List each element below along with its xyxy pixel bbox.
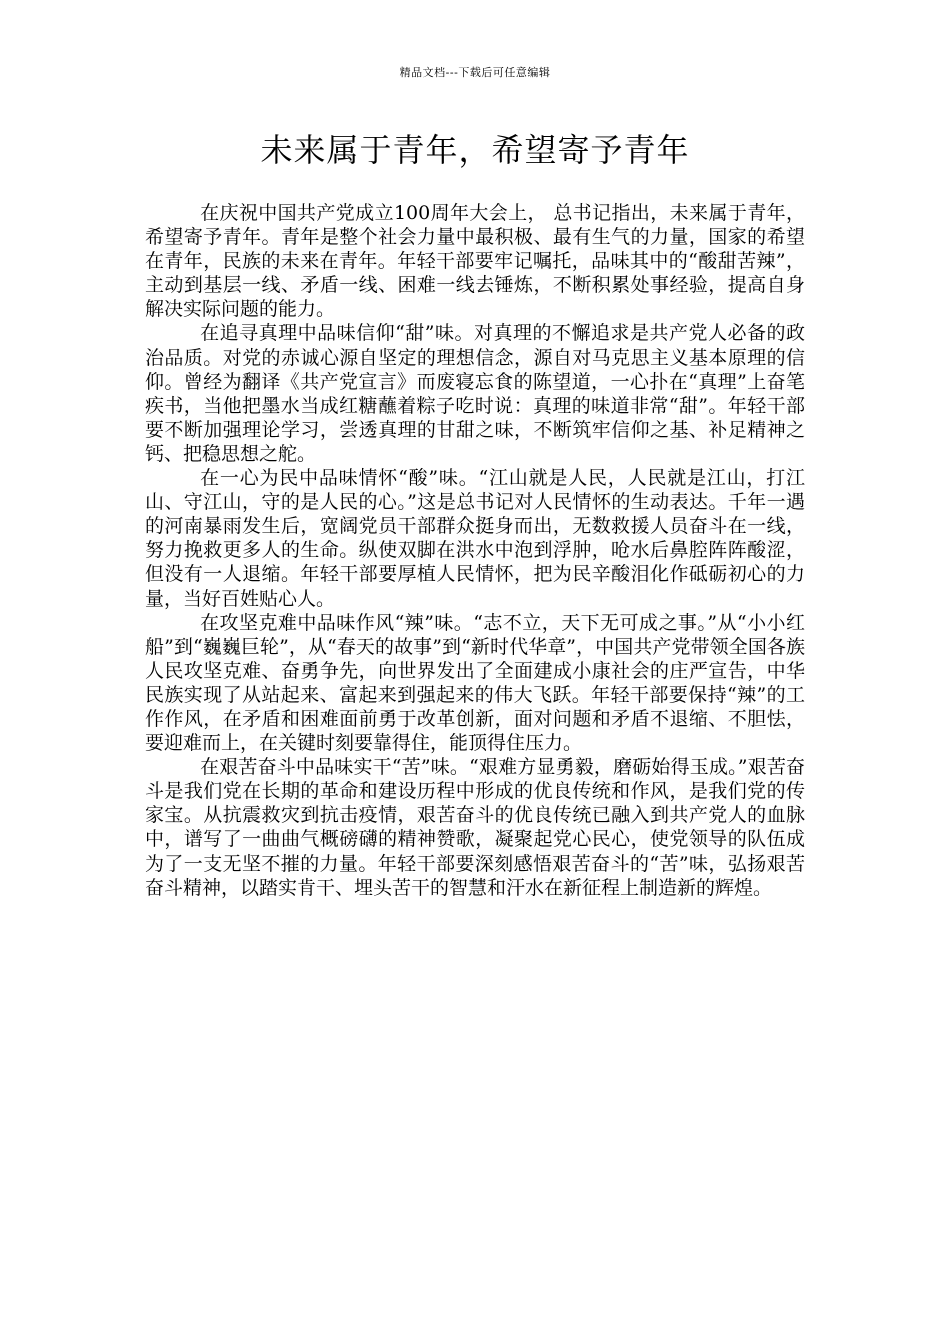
document-title: 未来属于青年，希望寄予青年 [260,131,690,169]
page-header-note: 精品文档---下载后可任意编辑 [399,66,551,79]
paragraph-sweet-taste: 在追寻真理中品味信仰“甜”味。对真理的不懈追求是共产党人必备的政治品质。对党的赤诚心源自坚定的理想信念，源自对马克思主义基本原理的信仰。曾经为翻译《共产党宣言》而废寝忘食的陈望道，一心扑在“真理”上奋笔疾书，当他把墨水当成红糖蘸着粽子吃时说：真理的味道非常“甜”。年轻干部要不断加强理论学习，尝透真理的甘甜之味，不断筑牢信仰之基、补足精神之钙、把稳思想之舵。 [145,322,805,465]
paragraph-sour-taste: 在一心为民中品味情怀“酸”味。“江山就是人民，人民就是江山，打江山、守江山，守的是人民的心。”这是总书记对人民情怀的生动表达。千年一遇的河南暴雨发生后，宽阔党员干部群众挺身而出，无数救援人员奋斗在一线，努力挽救更多人的生命。纵使双脚在洪水中泡到浮肿，呛水后鼻腔阵阵酸涩，但没有一人退缩。年轻干部要厚植人民情怀，把为民辛酸泪化作砥砺初心的力量，当好百姓贴心人。 [145,467,805,610]
document-body [145,201,805,900]
paragraph-bitter-taste: 在艰苦奋斗中品味实干“苦”味。“艰难方显勇毅，磨砺始得玉成。”艰苦奋斗是我们党在长期的革命和建设历程中形成的优良传统和作风，是我们党的传家宝。从抗震救灾到抗击疫情，艰苦奋斗的优良传统已融入到共产党人的血脉中，谱写了一曲曲气概磅礴的精神赞歌，凝聚起党心民心，使党领导的队伍成为了一支无坚不摧的力量。年轻干部要深刻感悟艰苦奋斗的“苦”味，弘扬艰苦奋斗精神，以踏实肯干、埋头苦干的智慧和汗水在新征程上制造新的辉煌。 [145,756,805,899]
paragraph-spicy-taste: 在攻坚克难中品味作风“辣”味。“志不立，天下无可成之事。”从“小小红船”到“巍巍巨轮”，从“春天的故事”到“新时代华章”，中国共产党带领全国各族人民攻坚克难、奋勇争先，向世界发出了全面建成小康社会的庄严宣告，中华民族实现了从站起来、富起来到强起来的伟大飞跃。年轻干部要保持“辣”的工作作风，在矛盾和困难面前勇于改革创新，面对问题和矛盾不退缩、不胆怯，要迎难而上，在关键时刻要靠得住，能顶得住压力。 [145,611,805,755]
paragraph-intro: 在庆祝中国共产党成立100周年大会上， 总书记指出，未来属于青年，希望寄予青年。青年是整个社会力量中最积极、最有生气的力量，国家的希望在青年，民族的未来在青年。年轻干部要牢记嘱托，品味其中的“酸甜苦辣”，主动到基层一线、矛盾一线、困难一线去锤炼，不断积累处事经验，提高自身解决实际问题的能力。 [145,202,805,321]
